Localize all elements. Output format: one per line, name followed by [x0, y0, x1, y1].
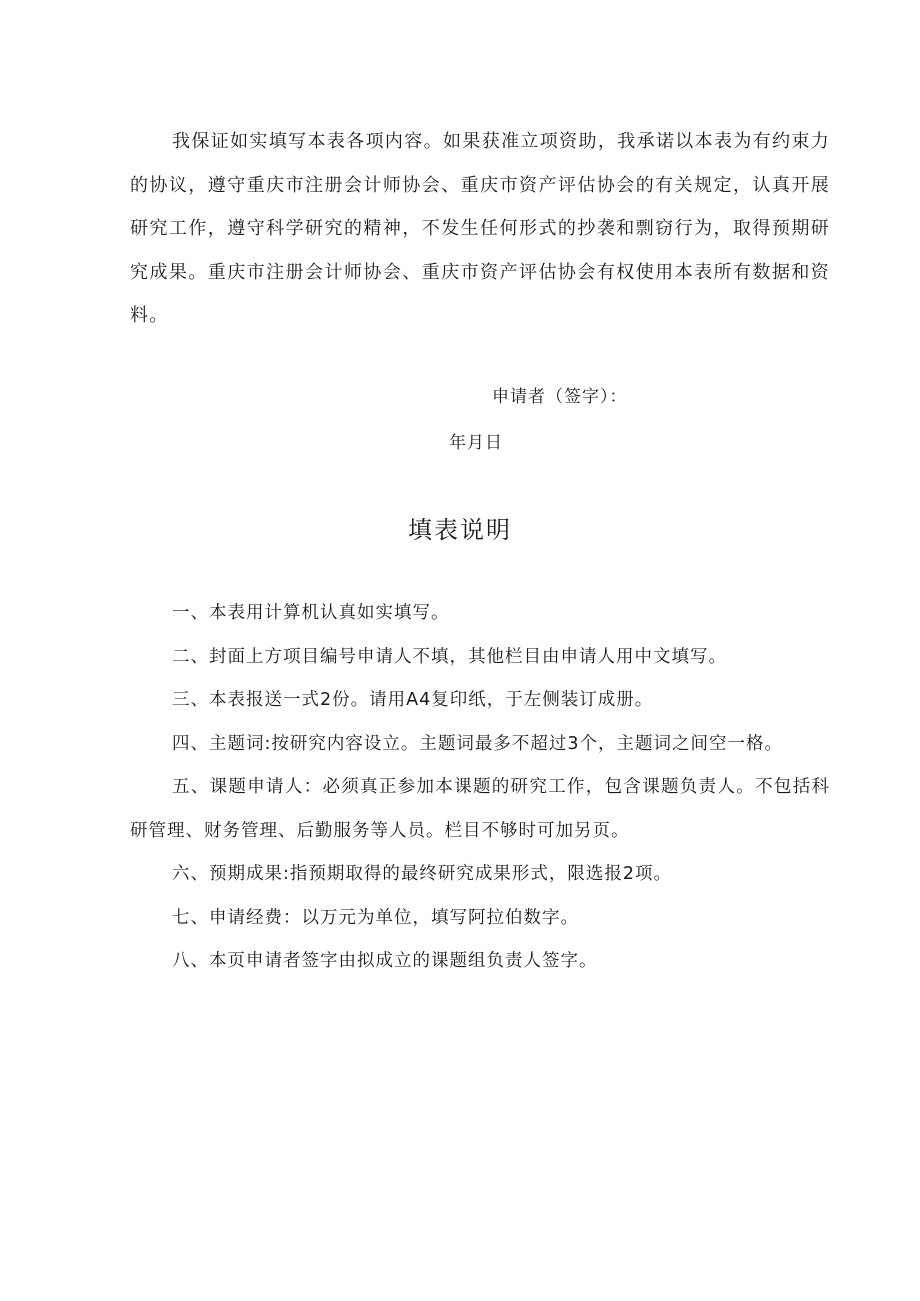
instruction-item: 六、预期成果:指预期取得的最终研究成果形式，限选报2项。 [172, 864, 673, 884]
instruction-item: 七、申请经费：以万元为单位，填写阿拉伯数字。 [172, 907, 579, 928]
instructions-title: 填表说明 [408, 516, 512, 544]
pledge-text: 我保证如实填写本表各项内容。如果获准立项资助，我承诺以本表为有约束力的协议，遵守重庆市注册会计师协会、重庆市资产评估协会的有关规定，认真开展研究工作，遵守科学研究的精神，不发生任何形式的抄袭和剽窃行为，取得预期研究成果。重庆市注册会计师协会、重庆市资产评估协会有权使用本表所有数据和资料。 [130, 131, 830, 326]
instruction-item: 一、本表用计算机认真如实填写。 [172, 603, 450, 623]
instruction-item: 五、课题申请人：必须真正参加本课题的研究工作，包含课题负责人。不包括科研管理、财务管理、后勤服务等人员。栏目不够时可加另页。 [130, 777, 830, 841]
instruction-item: 四、主题词:按研究内容设立。主题词最多不超过3个，主题词之间空一格。 [172, 733, 784, 754]
instructions-list [130, 592, 830, 984]
date-label: 年月日 [449, 433, 503, 453]
instruction-item: 八、本页申请者签字由拟成立的课题组负责人签字。 [172, 951, 598, 971]
instruction-item: 二、封面上方项目编号申请人不填，其他栏目由申请人用中文填写。 [172, 646, 727, 667]
signature-label: 申请者（签字）： [492, 387, 628, 407]
pledge-paragraph [130, 120, 830, 338]
instruction-item: 三、本表报送一式2份。请用A4复印纸，于左侧装订成册。 [172, 690, 654, 710]
